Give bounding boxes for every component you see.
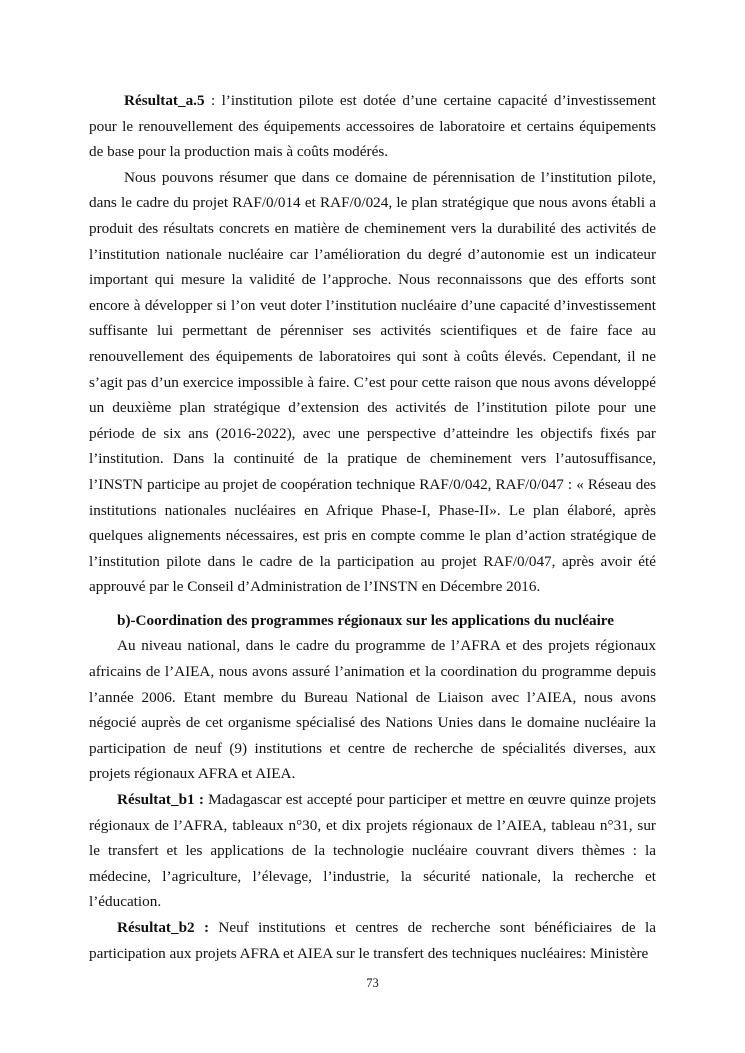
paragraph-resultat-b2 [89,915,656,966]
paragraph-text: Neuf institutions et centres de recherche sont bénéficiaires de la participation aux projets AFRA et AIEA sur le transfert des techniques nucléaires: Ministère [89,919,656,962]
label-resultat-b2: Résultat_b2 : [117,919,210,936]
paragraph-resultat-a5 [89,88,656,165]
paragraph-text: l’institution pilote est dotée d’une certaine capacité d’investissement pour le renouvellement des équipements accessoires de laboratoire et certains équipements de base pour la production mais à coûts modérés. [89,92,656,161]
section-heading: b)-Coordination des programmes régionaux sur les applications du nucléaire [117,611,615,629]
paragraph-resultat-b1 [89,787,656,915]
paragraph-national-level: Au niveau national, dans le cadre du programme de l’AFRA et des projets régionaux africains de l’AIEA, nous avons assuré l’animation et la coordination du programme depuis l’année 2006. Etant membre du Bureau National de Liaison avec l’AIEA, nous avons négocié auprès de cet organisme spécialisé des Nations Unies dans le domaine nucléaire la participation de neuf (9) institutions et centre de recherche de spécialités diverses, aux projets régionaux AFRA et AIEA. [89,637,656,783]
page-number: 73 [366,976,379,990]
label-resultat-a5: Résultat_a.5 [124,92,205,109]
label-resultat-b1: Résultat_b1 : [117,791,204,809]
paragraph-summary: Nous pouvons résumer que dans ce domaine de pérennisation de l’institution pilote, dans le cadre du projet RAF/0/014 et RAF/0/024, le plan stratégique que nous avons établi a produit des résultats concrets en matière de cheminement vers la durabilité des activités de l’institution nationale nucléaire car l’amélioration du degré d’autonomie est un indicateur important qui mesure la validité de l’approche. Nous reconnaissons que des efforts sont encore à développer si l’on veut doter l’institution nucléaire d’une capacité d’investissement suffisante lui permettant de pérenniser ses activités scientifiques et de faire face au renouvellement des équipements de laboratoires qui sont à coûts élevés. Cependant, il ne s’agit pas d’un exercice impossible à faire. C’est pour cette raison que nous avons développé un deuxième plan stratégique d’extension des activités de l’institution pilote pour une période de six ans (2016-2022), avec une perspective d’atteindre les objectifs fixés par l’institution. Dans la continuité de la pratique de cheminement vers l’autosuffisance, l’INSTN participe au projet de coopération technique RAF/0/042, RAF/0/047 : « Réseau des institutions nationales nucléaires en Afrique Phase-I, Phase-II». Le plan élaboré, après quelques alignements nécessaires, est pris en compte comme le plan d’action stratégique de l’institution pilote dans le cadre de la participation au projet RAF/0/047, après avoir été approuvé par le Conseil d’Administration de l’INSTN en Décembre 2016. [89,168,656,596]
page-body [89,88,656,966]
label-separator: : [204,92,222,109]
paragraph-text: Madagascar est accepté pour participer et mettre en œuvre quinze projets régionaux de l’AFRA, tableaux n°30, et dix projets régionaux de l’AIEA, tableau n°31, sur le transfert et les applications de la technologie nucléaire couvrant divers thèmes : la médecine, l’agriculture, l’élevage, l’industrie, la sécurité nationale, la recherche et l’éducation. [89,791,657,911]
